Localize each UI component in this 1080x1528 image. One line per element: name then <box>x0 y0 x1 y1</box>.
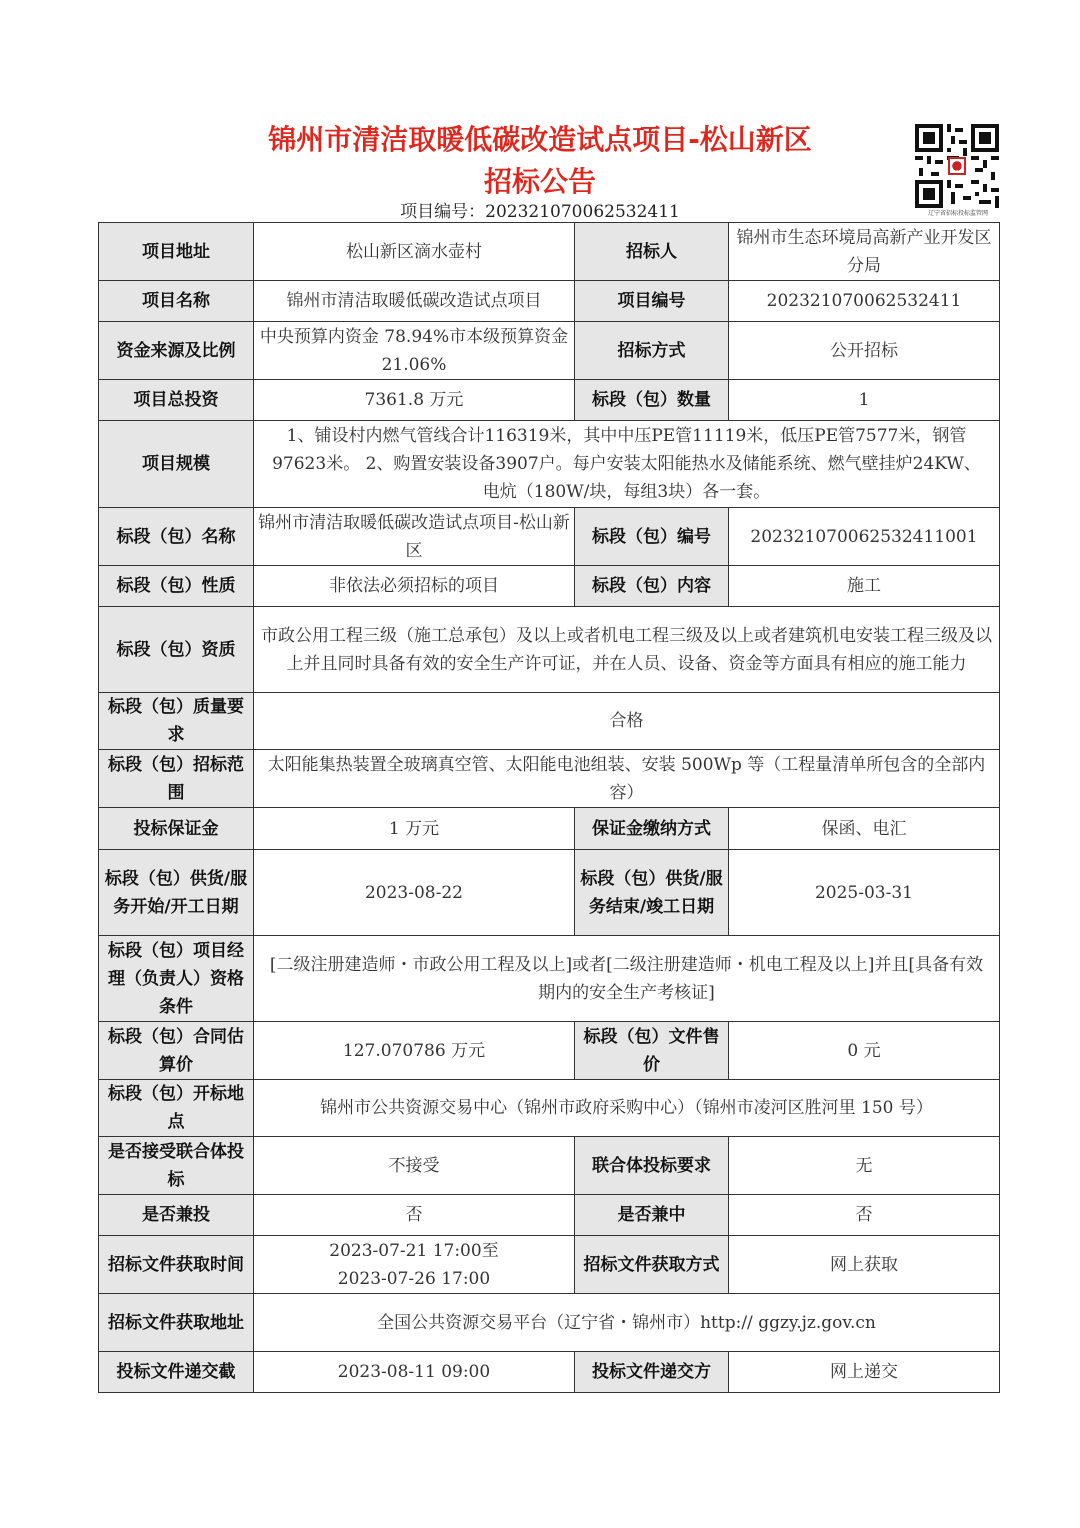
label-project-scale: 项目规模 <box>99 421 254 508</box>
value-tender-scope: 太阳能集热装置全玻璃真空管、太阳能电池组装、安装 500Wp 等（工程量清单所包含的全部内容） <box>254 750 1000 808</box>
table-row <box>99 1294 1000 1352</box>
label-contract-estimate: 标段（包）合同估算价 <box>99 1022 254 1080</box>
value-multi-bid: 否 <box>254 1195 575 1236</box>
label-tender-method: 招标方式 <box>575 322 729 380</box>
value-bid-bond: 1 万元 <box>254 808 575 850</box>
label-project-number: 项目编号 <box>575 281 729 322</box>
document-time-start: 2023-07-21 17:00至 <box>329 1240 499 1261</box>
table-row <box>99 380 1000 421</box>
value-fund-source: 中央预算内资金 78.94%市本级预算资金 21.06% <box>254 322 575 380</box>
label-start-date: 标段（包）供货/服务开始/开工日期 <box>99 850 254 936</box>
notice-title-line2: 招标公告 <box>483 165 596 198</box>
label-consortium-requirement: 联合体投标要求 <box>575 1137 729 1195</box>
table-row <box>99 693 1000 750</box>
value-section-nature: 非依法必须招标的项目 <box>254 566 575 607</box>
label-total-investment: 项目总投资 <box>99 380 254 421</box>
label-section-content: 标段（包）内容 <box>575 566 729 607</box>
label-multi-win: 是否兼中 <box>575 1195 729 1236</box>
label-manager-qualification: 标段（包）项目经理（负责人）资格条件 <box>99 936 254 1022</box>
table-row <box>99 421 1000 508</box>
value-tenderer: 锦州市生态环境局高新产业开发区分局 <box>729 223 1000 281</box>
value-section-qualification: 市政公用工程三级（施工总承包）及以上或者机电工程三级及以上或者建筑机电安装工程三级及以上并且同时具备有效的安全生产许可证，并在人员、设备、资金等方面具有相应的施工能力 <box>254 607 1000 693</box>
label-document-method: 招标文件获取方式 <box>575 1236 729 1294</box>
value-section-number: 202321070062532411001 <box>729 508 1000 566</box>
value-end-date: 2025-03-31 <box>729 850 1000 936</box>
value-tender-method: 公开招标 <box>729 322 1000 380</box>
label-tender-scope: 标段（包）招标范围 <box>99 750 254 808</box>
label-section-number: 标段（包）编号 <box>575 508 729 566</box>
label-document-time: 招标文件获取时间 <box>99 1236 254 1294</box>
table-row <box>99 281 1000 322</box>
document-time-end: 2023-07-26 17:00 <box>337 1268 491 1289</box>
value-section-name: 锦州市清洁取暖低碳改造试点项目-松山新区 <box>254 508 575 566</box>
value-section-content: 施工 <box>729 566 1000 607</box>
label-tenderer: 招标人 <box>575 223 729 281</box>
value-submission-method: 网上递交 <box>729 1352 1000 1393</box>
table-row <box>99 223 1000 281</box>
label-end-date: 标段（包）供货/服务结束/竣工日期 <box>575 850 729 936</box>
value-section-count: 1 <box>729 380 1000 421</box>
label-submission-deadline: 投标文件递交截 <box>99 1352 254 1393</box>
value-document-price: 0 元 <box>729 1022 1000 1080</box>
label-bond-payment-method: 保证金缴纳方式 <box>575 808 729 850</box>
label-section-nature: 标段（包）性质 <box>99 566 254 607</box>
project-number-line: 项目编号：202321070062532411 <box>400 202 680 222</box>
value-document-address: 全国公共资源交易平台（辽宁省・锦州市）http:// ggzy.jz.gov.cn <box>254 1294 1000 1352</box>
value-multi-win: 否 <box>729 1195 1000 1236</box>
table-row <box>99 322 1000 380</box>
table-row <box>99 1137 1000 1195</box>
tender-info-table <box>98 222 1000 1393</box>
value-opening-location: 锦州市公共资源交易中心（锦州市政府采购中心）（锦州市凌河区胜河里 150 号） <box>254 1080 1000 1137</box>
table-row <box>99 508 1000 566</box>
notice-title-line1: 锦州市清洁取暖低碳改造试点项目-松山新区 <box>268 123 812 156</box>
value-document-time <box>254 1236 575 1294</box>
qr-caption: 辽宁省招标投标监管网 <box>927 210 988 217</box>
label-bid-bond: 投标保证金 <box>99 808 254 850</box>
value-submission-deadline: 2023-08-11 09:00 <box>254 1352 575 1393</box>
label-fund-source: 资金来源及比例 <box>99 322 254 380</box>
table-row <box>99 750 1000 808</box>
value-project-address: 松山新区滴水壶村 <box>254 223 575 281</box>
table-row <box>99 566 1000 607</box>
table-row <box>99 1080 1000 1137</box>
value-contract-estimate: 127.070786 万元 <box>254 1022 575 1080</box>
value-project-scale: 1、铺设村内燃气管线合计116319米，其中中压PE管11119米，低压PE管7577米，钢管97623米。 2、购置安装设备3907户。每户安装太阳能热水及储能系统、燃气壁挂炉24KW、电炕（180W/块，每组3块）各一套。 <box>254 421 1000 508</box>
value-manager-qualification: [二级注册建造师・市政公用工程及以上]或者[二级注册建造师・机电工程及以上]并且[具备有效期内的安全生产考核证] <box>254 936 1000 1022</box>
value-bond-payment-method: 保函、电汇 <box>729 808 1000 850</box>
table-row <box>99 936 1000 1022</box>
value-quality-requirement: 合格 <box>254 693 1000 750</box>
value-project-number: 202321070062532411 <box>729 281 1000 322</box>
table-row <box>99 850 1000 936</box>
value-start-date: 2023-08-22 <box>254 850 575 936</box>
qr-code-icon <box>915 124 999 208</box>
label-opening-location: 标段（包）开标地点 <box>99 1080 254 1137</box>
label-document-price: 标段（包）文件售价 <box>575 1022 729 1080</box>
table-row <box>99 808 1000 850</box>
value-document-method: 网上获取 <box>729 1236 1000 1294</box>
value-consortium-requirement: 无 <box>729 1137 1000 1195</box>
value-project-name: 锦州市清洁取暖低碳改造试点项目 <box>254 281 575 322</box>
label-section-qualification: 标段（包）资质 <box>99 607 254 693</box>
label-multi-bid: 是否兼投 <box>99 1195 254 1236</box>
label-project-address: 项目地址 <box>99 223 254 281</box>
label-quality-requirement: 标段（包）质量要求 <box>99 693 254 750</box>
value-consortium-accepted: 不接受 <box>254 1137 575 1195</box>
label-project-name: 项目名称 <box>99 281 254 322</box>
label-section-name: 标段（包）名称 <box>99 508 254 566</box>
table-row <box>99 1352 1000 1393</box>
label-section-count: 标段（包）数量 <box>575 380 729 421</box>
table-row <box>99 1195 1000 1236</box>
table-row <box>99 607 1000 693</box>
label-document-address: 招标文件获取地址 <box>99 1294 254 1352</box>
table-row <box>99 1236 1000 1294</box>
value-total-investment: 7361.8 万元 <box>254 380 575 421</box>
table-row <box>99 1022 1000 1080</box>
label-submission-method: 投标文件递交方 <box>575 1352 729 1393</box>
label-consortium-accepted: 是否接受联合体投标 <box>99 1137 254 1195</box>
